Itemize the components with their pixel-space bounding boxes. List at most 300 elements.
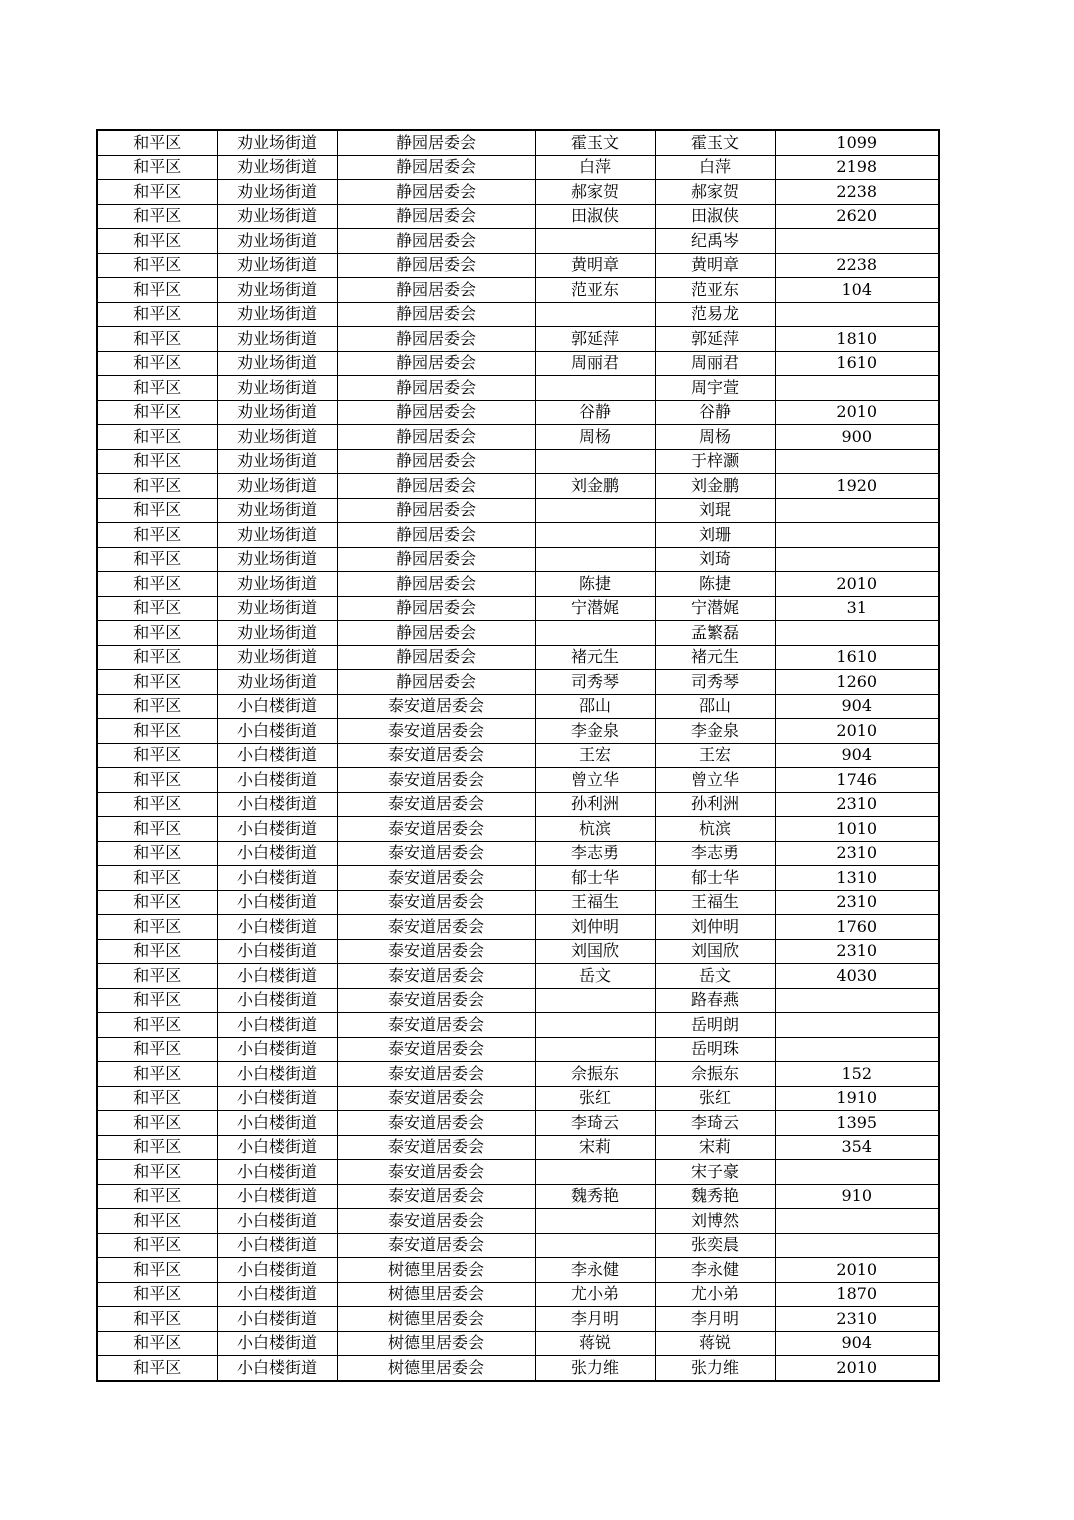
district-cell: 和平区 [97,792,217,817]
member-cell: 刘博然 [655,1209,775,1234]
table-row [97,670,939,695]
table-row [97,1258,939,1283]
district-cell: 和平区 [97,425,217,450]
street-cell: 劝业场街道 [217,400,337,425]
street-cell: 劝业场街道 [217,376,337,401]
committee-cell: 树德里居委会 [337,1282,535,1307]
member-cell: 曾立华 [655,768,775,793]
committee-cell: 静园居委会 [337,498,535,523]
street-cell: 小白楼街道 [217,1282,337,1307]
street-cell: 小白楼街道 [217,1086,337,1111]
street-cell: 小白楼街道 [217,866,337,891]
table-row [97,1037,939,1062]
applicant-cell [535,449,655,474]
member-cell: 宁潜娓 [655,596,775,621]
amount-cell [775,1209,939,1234]
district-cell: 和平区 [97,1135,217,1160]
applicant-cell [535,1160,655,1185]
table-row [97,253,939,278]
table-row [97,1086,939,1111]
street-cell: 劝业场街道 [217,351,337,376]
committee-cell: 泰安道居委会 [337,743,535,768]
member-cell: 宋莉 [655,1135,775,1160]
street-cell: 劝业场街道 [217,155,337,180]
applicant-cell: 李金泉 [535,719,655,744]
table-row [97,180,939,205]
amount-cell [775,1037,939,1062]
applicant-cell: 司秀琴 [535,670,655,695]
street-cell: 小白楼街道 [217,1160,337,1185]
member-cell: 李金泉 [655,719,775,744]
street-cell: 小白楼街道 [217,915,337,940]
street-cell: 劝业场街道 [217,130,337,155]
committee-cell: 树德里居委会 [337,1307,535,1332]
member-cell: 尤小弟 [655,1282,775,1307]
amount-cell: 2238 [775,253,939,278]
member-cell: 李月明 [655,1307,775,1332]
applicant-cell [535,523,655,548]
amount-cell [775,302,939,327]
member-cell: 郭延萍 [655,327,775,352]
amount-cell: 152 [775,1062,939,1087]
applicant-cell: 褚元生 [535,645,655,670]
street-cell: 劝业场街道 [217,425,337,450]
applicant-cell: 张红 [535,1086,655,1111]
district-cell: 和平区 [97,547,217,572]
table-row [97,1135,939,1160]
member-cell: 刘国欣 [655,939,775,964]
district-cell: 和平区 [97,474,217,499]
amount-cell: 900 [775,425,939,450]
district-cell: 和平区 [97,915,217,940]
applicant-cell: 霍玉文 [535,130,655,155]
table-row [97,1307,939,1332]
amount-cell: 904 [775,1331,939,1356]
table-row [97,841,939,866]
district-cell: 和平区 [97,1233,217,1258]
applicant-cell: 郭延萍 [535,327,655,352]
member-cell: 霍玉文 [655,130,775,155]
table-row [97,400,939,425]
amount-cell [775,229,939,254]
street-cell: 劝业场街道 [217,180,337,205]
member-cell: 张奕晨 [655,1233,775,1258]
applicant-cell: 魏秀艳 [535,1184,655,1209]
street-cell: 劝业场街道 [217,449,337,474]
member-cell: 范亚东 [655,278,775,303]
applicant-cell: 黄明章 [535,253,655,278]
member-cell: 刘金鹏 [655,474,775,499]
district-cell: 和平区 [97,694,217,719]
applicant-cell [535,376,655,401]
table-row [97,302,939,327]
member-cell: 蒋锐 [655,1331,775,1356]
street-cell: 小白楼街道 [217,694,337,719]
district-cell: 和平区 [97,621,217,646]
table-row [97,351,939,376]
applicant-cell: 李志勇 [535,841,655,866]
member-cell: 刘仲明 [655,915,775,940]
applicant-cell: 陈捷 [535,572,655,597]
amount-cell: 104 [775,278,939,303]
applicant-cell [535,988,655,1013]
amount-cell: 2010 [775,400,939,425]
member-cell: 白萍 [655,155,775,180]
amount-cell: 1746 [775,768,939,793]
amount-cell: 2620 [775,204,939,229]
committee-cell: 泰安道居委会 [337,1013,535,1038]
table-row [97,278,939,303]
amount-cell: 904 [775,694,939,719]
committee-cell: 泰安道居委会 [337,1160,535,1185]
member-cell: 刘琨 [655,498,775,523]
applicant-cell: 郝家贺 [535,180,655,205]
applicant-cell: 李月明 [535,1307,655,1332]
member-cell: 宋子豪 [655,1160,775,1185]
amount-cell: 31 [775,596,939,621]
district-cell: 和平区 [97,229,217,254]
street-cell: 小白楼街道 [217,890,337,915]
district-cell: 和平区 [97,817,217,842]
table-row [97,1233,939,1258]
district-cell: 和平区 [97,1307,217,1332]
district-cell: 和平区 [97,1331,217,1356]
committee-cell: 泰安道居委会 [337,988,535,1013]
amount-cell: 2010 [775,1258,939,1283]
applicant-cell: 佘振东 [535,1062,655,1087]
applicant-cell: 杭滨 [535,817,655,842]
amount-cell: 2198 [775,155,939,180]
table-row [97,694,939,719]
district-cell: 和平区 [97,1013,217,1038]
applicant-cell: 周丽君 [535,351,655,376]
table-body [97,130,939,1381]
member-cell: 邵山 [655,694,775,719]
member-cell: 王福生 [655,890,775,915]
member-cell: 范易龙 [655,302,775,327]
committee-cell: 泰安道居委会 [337,719,535,744]
committee-cell: 静园居委会 [337,155,535,180]
committee-cell: 泰安道居委会 [337,1135,535,1160]
street-cell: 劝业场街道 [217,253,337,278]
member-cell: 王宏 [655,743,775,768]
data-table [96,129,940,1382]
table-row [97,915,939,940]
table-row [97,498,939,523]
table-row [97,1111,939,1136]
member-cell: 刘珊 [655,523,775,548]
applicant-cell: 田淑侠 [535,204,655,229]
committee-cell: 泰安道居委会 [337,1209,535,1234]
street-cell: 小白楼街道 [217,1062,337,1087]
amount-cell: 1010 [775,817,939,842]
district-cell: 和平区 [97,180,217,205]
applicant-cell: 刘国欣 [535,939,655,964]
committee-cell: 静园居委会 [337,474,535,499]
committee-cell: 泰安道居委会 [337,1184,535,1209]
district-cell: 和平区 [97,939,217,964]
member-cell: 孙利洲 [655,792,775,817]
member-cell: 周杨 [655,425,775,450]
applicant-cell: 宋莉 [535,1135,655,1160]
table-row [97,743,939,768]
applicant-cell: 宁潜娓 [535,596,655,621]
amount-cell: 354 [775,1135,939,1160]
applicant-cell: 周杨 [535,425,655,450]
applicant-cell: 孙利洲 [535,792,655,817]
applicant-cell [535,621,655,646]
amount-cell: 2010 [775,719,939,744]
member-cell: 岳文 [655,964,775,989]
applicant-cell: 邵山 [535,694,655,719]
member-cell: 于梓灏 [655,449,775,474]
district-cell: 和平区 [97,1062,217,1087]
amount-cell: 2010 [775,1356,939,1381]
street-cell: 劝业场街道 [217,229,337,254]
district-cell: 和平区 [97,768,217,793]
street-cell: 小白楼街道 [217,1233,337,1258]
amount-cell [775,988,939,1013]
amount-cell: 2310 [775,890,939,915]
amount-cell: 904 [775,743,939,768]
amount-cell [775,1013,939,1038]
table-row [97,817,939,842]
member-cell: 黄明章 [655,253,775,278]
table-row [97,229,939,254]
district-cell: 和平区 [97,449,217,474]
district-cell: 和平区 [97,523,217,548]
applicant-cell: 蒋锐 [535,1331,655,1356]
table-row [97,547,939,572]
district-cell: 和平区 [97,1209,217,1234]
applicant-cell: 岳文 [535,964,655,989]
committee-cell: 静园居委会 [337,302,535,327]
committee-cell: 静园居委会 [337,278,535,303]
district-cell: 和平区 [97,204,217,229]
amount-cell: 1870 [775,1282,939,1307]
street-cell: 小白楼街道 [217,939,337,964]
committee-cell: 泰安道居委会 [337,694,535,719]
member-cell: 杭滨 [655,817,775,842]
table-row [97,1184,939,1209]
amount-cell [775,1233,939,1258]
district-cell: 和平区 [97,670,217,695]
street-cell: 小白楼街道 [217,1111,337,1136]
district-cell: 和平区 [97,1184,217,1209]
district-cell: 和平区 [97,719,217,744]
table-row [97,327,939,352]
applicant-cell: 白萍 [535,155,655,180]
street-cell: 小白楼街道 [217,988,337,1013]
applicant-cell: 李琦云 [535,1111,655,1136]
amount-cell: 1395 [775,1111,939,1136]
street-cell: 小白楼街道 [217,1258,337,1283]
district-cell: 和平区 [97,1356,217,1381]
committee-cell: 泰安道居委会 [337,1037,535,1062]
amount-cell [775,523,939,548]
applicant-cell [535,229,655,254]
committee-cell: 泰安道居委会 [337,1111,535,1136]
table-row [97,425,939,450]
committee-cell: 静园居委会 [337,670,535,695]
district-cell: 和平区 [97,866,217,891]
committee-cell: 树德里居委会 [337,1258,535,1283]
member-cell: 孟繁磊 [655,621,775,646]
applicant-cell: 张力维 [535,1356,655,1381]
amount-cell: 2310 [775,1307,939,1332]
member-cell: 纪禹岑 [655,229,775,254]
member-cell: 岳明珠 [655,1037,775,1062]
district-cell: 和平区 [97,1282,217,1307]
street-cell: 小白楼街道 [217,743,337,768]
member-cell: 李琦云 [655,1111,775,1136]
street-cell: 小白楼街道 [217,1307,337,1332]
district-cell: 和平区 [97,1160,217,1185]
applicant-cell [535,1209,655,1234]
district-cell: 和平区 [97,253,217,278]
district-cell: 和平区 [97,890,217,915]
committee-cell: 泰安道居委会 [337,841,535,866]
committee-cell: 静园居委会 [337,523,535,548]
committee-cell: 静园居委会 [337,130,535,155]
committee-cell: 泰安道居委会 [337,817,535,842]
table-row [97,645,939,670]
street-cell: 小白楼街道 [217,841,337,866]
applicant-cell: 郁士华 [535,866,655,891]
district-cell: 和平区 [97,645,217,670]
district-cell: 和平区 [97,572,217,597]
committee-cell: 泰安道居委会 [337,1062,535,1087]
committee-cell: 泰安道居委会 [337,866,535,891]
amount-cell [775,498,939,523]
committee-cell: 树德里居委会 [337,1331,535,1356]
committee-cell: 泰安道居委会 [337,1086,535,1111]
table-row [97,1282,939,1307]
member-cell: 周宇萱 [655,376,775,401]
street-cell: 小白楼街道 [217,1013,337,1038]
amount-cell: 2238 [775,180,939,205]
committee-cell: 静园居委会 [337,596,535,621]
amount-cell: 1310 [775,866,939,891]
table-row [97,155,939,180]
member-cell: 路春燕 [655,988,775,1013]
member-cell: 陈捷 [655,572,775,597]
table-row [97,204,939,229]
district-cell: 和平区 [97,278,217,303]
district-cell: 和平区 [97,743,217,768]
street-cell: 小白楼街道 [217,1037,337,1062]
committee-cell: 泰安道居委会 [337,890,535,915]
member-cell: 谷静 [655,400,775,425]
committee-cell: 静园居委会 [337,400,535,425]
street-cell: 小白楼街道 [217,768,337,793]
amount-cell: 1610 [775,645,939,670]
member-cell: 张力维 [655,1356,775,1381]
district-cell: 和平区 [97,302,217,327]
committee-cell: 静园居委会 [337,351,535,376]
table-row [97,449,939,474]
applicant-cell: 谷静 [535,400,655,425]
committee-cell: 静园居委会 [337,204,535,229]
committee-cell: 树德里居委会 [337,1356,535,1381]
member-cell: 郁士华 [655,866,775,891]
amount-cell: 4030 [775,964,939,989]
street-cell: 小白楼街道 [217,817,337,842]
applicant-cell: 曾立华 [535,768,655,793]
street-cell: 小白楼街道 [217,964,337,989]
committee-cell: 静园居委会 [337,449,535,474]
street-cell: 劝业场街道 [217,327,337,352]
street-cell: 劝业场街道 [217,572,337,597]
applicant-cell [535,1037,655,1062]
member-cell: 张红 [655,1086,775,1111]
applicant-cell: 尤小弟 [535,1282,655,1307]
district-cell: 和平区 [97,498,217,523]
committee-cell: 泰安道居委会 [337,792,535,817]
member-cell: 郝家贺 [655,180,775,205]
committee-cell: 静园居委会 [337,229,535,254]
committee-cell: 静园居委会 [337,180,535,205]
committee-cell: 静园居委会 [337,621,535,646]
amount-cell [775,376,939,401]
amount-cell: 1910 [775,1086,939,1111]
table-row [97,1209,939,1234]
member-cell: 李志勇 [655,841,775,866]
street-cell: 劝业场街道 [217,547,337,572]
amount-cell: 2310 [775,939,939,964]
applicant-cell: 李永健 [535,1258,655,1283]
amount-cell: 910 [775,1184,939,1209]
applicant-cell [535,498,655,523]
table-row [97,1062,939,1087]
amount-cell [775,1160,939,1185]
member-cell: 褚元生 [655,645,775,670]
committee-cell: 静园居委会 [337,547,535,572]
amount-cell: 1760 [775,915,939,940]
amount-cell: 1099 [775,130,939,155]
member-cell: 李永健 [655,1258,775,1283]
district-cell: 和平区 [97,1086,217,1111]
district-cell: 和平区 [97,351,217,376]
table-row [97,939,939,964]
table-row [97,768,939,793]
member-cell: 岳明朗 [655,1013,775,1038]
street-cell: 劝业场街道 [217,204,337,229]
street-cell: 劝业场街道 [217,474,337,499]
table-row [97,1331,939,1356]
amount-cell: 1610 [775,351,939,376]
street-cell: 劝业场街道 [217,523,337,548]
table-row [97,596,939,621]
applicant-cell [535,302,655,327]
amount-cell: 2010 [775,572,939,597]
member-cell: 周丽君 [655,351,775,376]
street-cell: 劝业场街道 [217,621,337,646]
committee-cell: 泰安道居委会 [337,1233,535,1258]
committee-cell: 静园居委会 [337,253,535,278]
district-cell: 和平区 [97,1037,217,1062]
table-row [97,719,939,744]
member-cell: 佘振东 [655,1062,775,1087]
committee-cell: 静园居委会 [337,425,535,450]
applicant-cell [535,1013,655,1038]
street-cell: 小白楼街道 [217,1209,337,1234]
member-cell: 司秀琴 [655,670,775,695]
applicant-cell: 刘仲明 [535,915,655,940]
applicant-cell: 王福生 [535,890,655,915]
district-cell: 和平区 [97,1258,217,1283]
street-cell: 劝业场街道 [217,670,337,695]
